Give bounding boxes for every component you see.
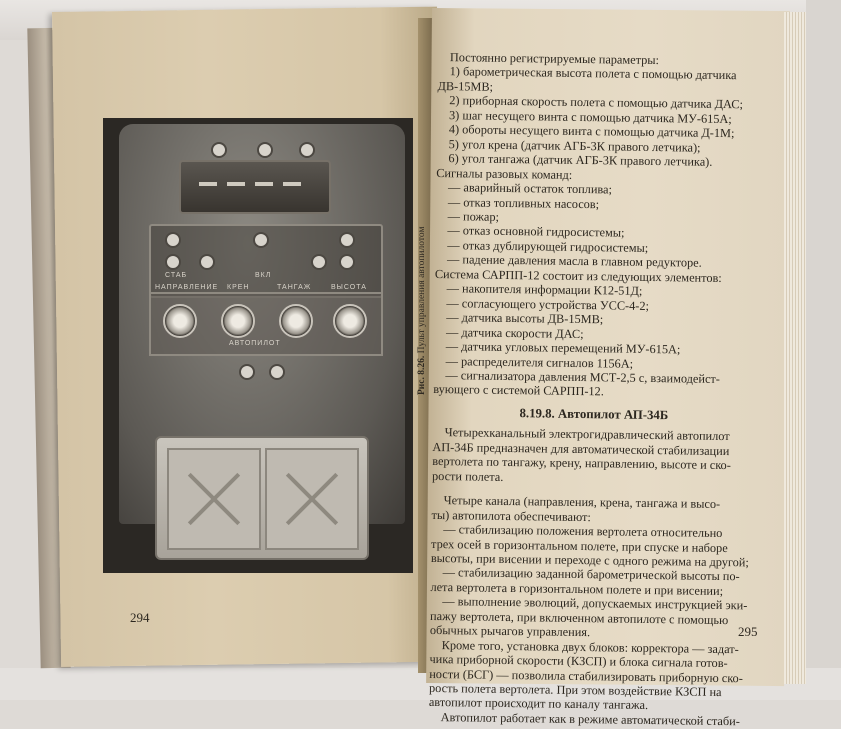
text-line: обычных рычагов управления.: [429, 623, 591, 640]
cover-plate: [155, 436, 369, 560]
panel-label-stab: СТАБ: [165, 272, 188, 279]
text-line: — аварийный остаток топлива;: [447, 180, 613, 197]
text-line: 2) приборная скорость полета с помощью датчика ДАС;: [449, 93, 744, 112]
text-line: — распределителя сигналов 1156А;: [445, 353, 634, 371]
indicator-display: [179, 160, 331, 214]
knob: [211, 142, 227, 158]
text-line: 4) обороты несущего винта с помощью датчика Д-1М;: [448, 122, 735, 141]
text-line: — датчика скорости ДАС;: [445, 324, 584, 341]
knob: [299, 142, 315, 158]
text-line: — пожар;: [447, 209, 500, 224]
panel-label-on: ВКЛ: [255, 272, 272, 279]
text-line: — датчика высоты ДВ-15МВ;: [446, 310, 604, 327]
text-line: Сигналы разовых команд:: [436, 165, 573, 182]
text-line: Кроме того, установка двух блоков: корректора — задат-: [441, 637, 739, 656]
panel-label-autopilot: АВТОПИЛОТ: [229, 340, 281, 347]
section-heading: 8.19.8. Автопилот АП-34Б: [519, 406, 669, 423]
knob: [199, 254, 215, 270]
trim-gauge-altitude: [333, 304, 367, 338]
text-line: рость полета вертолета. При этом воздействие КЗСП на: [428, 680, 722, 700]
right-page-text: [429, 50, 760, 729]
text-line: 1) барометрическая высота полета с помощью датчика: [449, 64, 737, 83]
text-line: лета вертолета в горизонтальном полете и при висении;: [430, 579, 724, 598]
panel-label-pitch: ТАНГАЖ: [277, 284, 312, 291]
trim-gauge-pitch: [279, 304, 313, 338]
text-line: — датчика угловых перемещений МУ-615А;: [445, 339, 681, 357]
mode-switch-block: [149, 224, 383, 298]
autopilot-panel-photo: [103, 118, 413, 573]
text-line: 3) шаг несущего винта с помощью датчика МУ-615А;: [448, 107, 732, 126]
text-line: Автопилот работает как в режиме автоматической стаби-: [440, 710, 740, 729]
control-panel: [119, 124, 405, 524]
figure-caption: [417, 225, 431, 395]
panel-label-roll: КРЕН: [227, 284, 250, 291]
text-line: вующего с системой САРПП-12.: [433, 382, 604, 399]
page-edges: [784, 12, 806, 684]
text-line: трех осей в горизонтальном полете, при спуске и наборе: [431, 536, 728, 555]
text-line: Постоянно регистрируемые параметры:: [449, 50, 660, 68]
text-line: — отказ топливных насосов;: [447, 194, 600, 211]
text-line: пажу вертолета, при включенном автопилоте с помощью: [430, 608, 729, 627]
knob: [165, 232, 181, 248]
knob: [311, 254, 327, 270]
text-line: — падение давления масла в главном редукторе.: [446, 252, 702, 271]
text-line: ты) автопилота обеспечивают:: [431, 507, 591, 524]
figure-caption-label: Рис. 8.26.: [417, 355, 427, 395]
text-line: — сигнализатора давления МСТ-2,5 с, взаимодейст-: [445, 368, 721, 386]
text-line: — стабилизацию заданной барометрической высоты по-: [442, 565, 740, 584]
text-line: 5) угол крена (датчик АГБ-3К правого летчика);: [448, 136, 701, 155]
knob: [253, 232, 269, 248]
knob: [339, 254, 355, 270]
page-number-right: 295: [738, 624, 758, 639]
text-line: автопилот происходит по каналу тангажа.: [428, 695, 649, 713]
trim-gauge-direction: [163, 304, 197, 338]
page-number-left: 294: [130, 610, 150, 625]
trim-gauge-roll: [221, 304, 255, 338]
background-right: [806, 0, 841, 700]
text-line: ДВ-15МВ;: [437, 78, 494, 94]
knob: [339, 232, 355, 248]
text-line: ности (БСГ) — позволила стабилизировать приборную ско-: [429, 666, 743, 685]
text-line: — отказ основной гидросистемы;: [447, 223, 625, 241]
text-line: чика приборной скорости (КЗСП) и блока сигнала готов-: [429, 652, 728, 671]
text-line: вертолета по тангажу, крену, направлению, высоте и ско-: [432, 454, 731, 473]
text-line: — выполнение эволюций, допускаемых инструкцией эки-: [442, 594, 748, 613]
text-line: АП-34Б предназначен для автоматической стабилизации: [432, 439, 730, 458]
text-line: Система САРПП-12 состоит из следующих элементов:: [434, 266, 722, 285]
figure-caption-text: Пульт управления автопилотом: [417, 226, 427, 354]
text-line: — согласующего устройства УСС-4-2;: [446, 295, 650, 313]
panel-label-direction: НАПРАВЛЕНИЕ: [155, 284, 219, 291]
text-line: — накопителя информации К12-51Д;: [446, 281, 643, 299]
text-line: рости полета.: [431, 468, 504, 484]
knob: [239, 364, 255, 380]
text-line: — стабилизацию положения вертолета относительно: [443, 522, 723, 541]
knob: [269, 364, 285, 380]
knob: [257, 142, 273, 158]
text-line: Четыре канала (направления, крена, тангажа и высо-: [443, 493, 721, 512]
text-line: Четырехканальный электрогидравлический автопилот: [444, 425, 730, 444]
text-line: 6) угол тангажа (датчик АГБ-3К правого летчика).: [448, 151, 713, 170]
text-line: высоты, при висении и переходе с одного режима на другой;: [430, 550, 749, 570]
knob: [165, 254, 181, 270]
text-line: — отказ дублирующей гидросистемы;: [447, 238, 649, 255]
panel-label-altitude: ВЫСОТА: [331, 284, 367, 291]
